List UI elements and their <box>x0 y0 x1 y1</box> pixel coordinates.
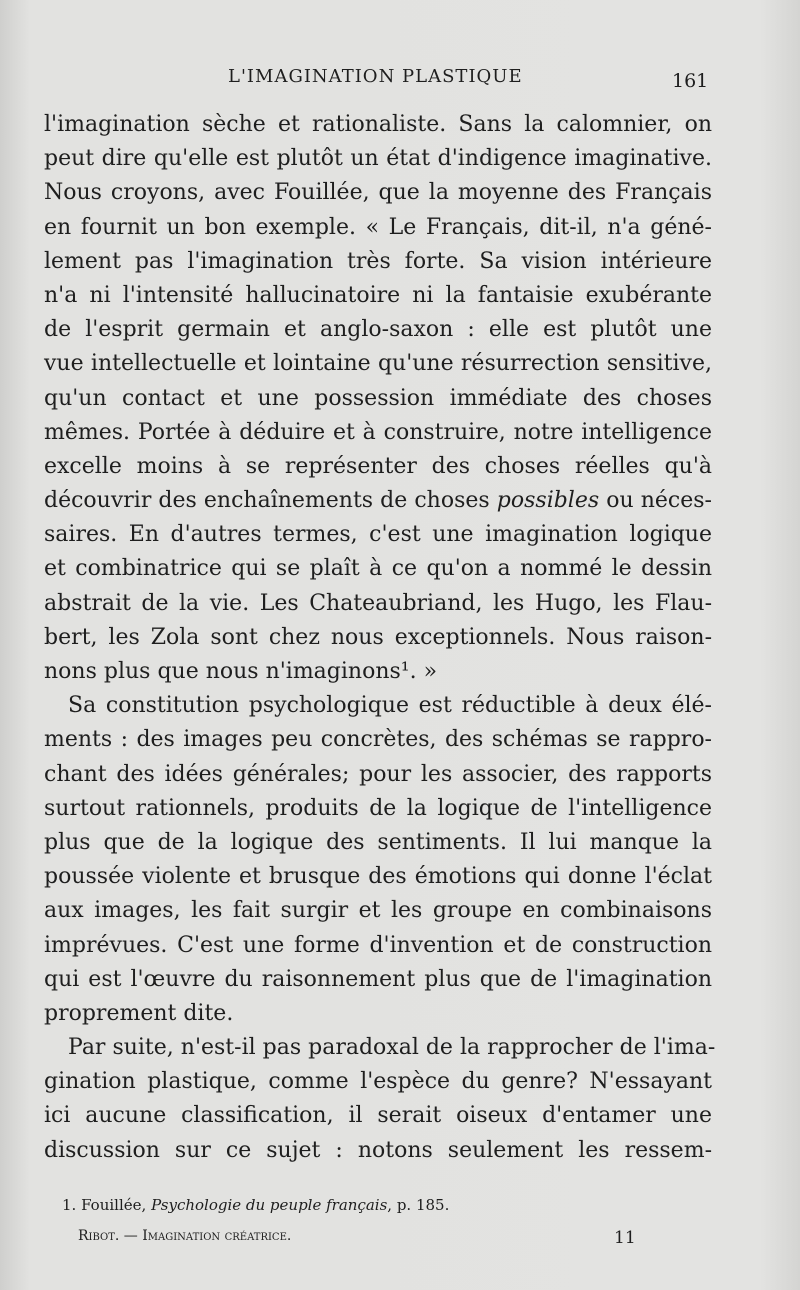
text-line: aux images, les fait surgir et les groupe en combinaisons <box>44 898 712 924</box>
text-line: vue intellectuelle et lointaine qu'une résurrection sensitive, <box>44 351 712 377</box>
text-line: plus que de la logique des sentiments. Il lui manque la <box>44 829 712 855</box>
text-line: Nous croyons, avec Fouillée, que la moyenne des Français <box>44 180 712 206</box>
text-line: saires. En d'autres termes, c'est une imagination logique <box>44 522 712 548</box>
text-line: l'imagination sèche et rationaliste. Sans la calomnier, on <box>44 112 712 137</box>
text-line: lement pas l'imagination très forte. Sa vision intérieure <box>44 248 712 274</box>
text-line: peut dire qu'elle est plutôt un état d'indigence imaginative. <box>44 146 712 172</box>
text-line: gination plastique, comme l'espèce du genre? N'essayant <box>44 1069 712 1095</box>
text-line: mêmes. Portée à déduire et à construire, notre intelligence <box>44 419 712 445</box>
text-line: poussée violente et brusque des émotions qui donne l'éclat <box>44 864 712 890</box>
italic-word: possibles <box>496 488 600 514</box>
page-number: 161 <box>672 70 709 92</box>
footnote <box>62 1196 449 1214</box>
text-line: n'a ni l'intensité hallucinatoire ni la fantaisie exubérante <box>44 282 712 308</box>
text-line: abstrait de la vie. Les Chateaubriand, les Hugo, les Flau- <box>44 590 712 616</box>
text-line: Sa constitution psychologique est réductible à deux élé- <box>68 693 712 719</box>
signature-footer <box>78 1228 638 1248</box>
text-line: chant des idées générales; pour les associer, des rapports <box>44 761 712 787</box>
text-line: proprement dite. <box>44 1000 234 1026</box>
text-line: excelle moins à se représenter des choses réelles qu'à <box>44 453 712 479</box>
running-title: L'IMAGINATION PLASTIQUE <box>228 66 523 87</box>
text-line: ments : des images peu concrètes, des schémas se rappro- <box>44 727 712 753</box>
signature-number: 11 <box>614 1228 636 1248</box>
text-line: discussion sur ce sujet : notons seulement les ressem- <box>44 1137 712 1163</box>
text-line: bert, les Zola sont chez nous exceptionnels. Nous raison- <box>44 624 712 650</box>
footnote-author: Fouillée, <box>81 1196 147 1214</box>
footnote-title: Psychologie du peuple français <box>151 1196 388 1214</box>
footnote-number: 1. <box>62 1196 77 1214</box>
signature-text: Ribot. — Imagination créatrice. <box>78 1228 292 1244</box>
text-line: Par suite, n'est-il pas paradoxal de la rapprocher de l'ima- <box>68 1035 716 1061</box>
text-line: nons plus que nous n'imaginons¹. » <box>44 659 438 684</box>
running-head <box>0 66 800 90</box>
text-line: de l'esprit germain et anglo-saxon : elle est plutôt une <box>44 317 712 343</box>
text-line-with-italic: découvrir des enchaînements de choses possibles ou néces- <box>44 488 712 514</box>
text-line: qui est l'œuvre du raisonnement plus que de l'imagination <box>44 966 712 992</box>
text-line: qu'un contact et une possession immédiate des choses <box>44 385 712 411</box>
text-line: imprévues. C'est une forme d'invention et de construction <box>44 932 712 958</box>
body-text <box>44 108 716 1168</box>
text-line: surtout rationnels, produits de la logique de l'intelligence <box>44 795 712 821</box>
text-line: en fournit un bon exemple. « Le Français, dit-il, n'a géné- <box>44 214 712 240</box>
footnote-page: , p. 185. <box>387 1196 450 1214</box>
text-line: ici aucune classification, il serait oiseux d'entamer une <box>44 1103 712 1129</box>
text-line: et combinatrice qui se plaît à ce qu'on a nommé le dessin <box>44 556 712 582</box>
